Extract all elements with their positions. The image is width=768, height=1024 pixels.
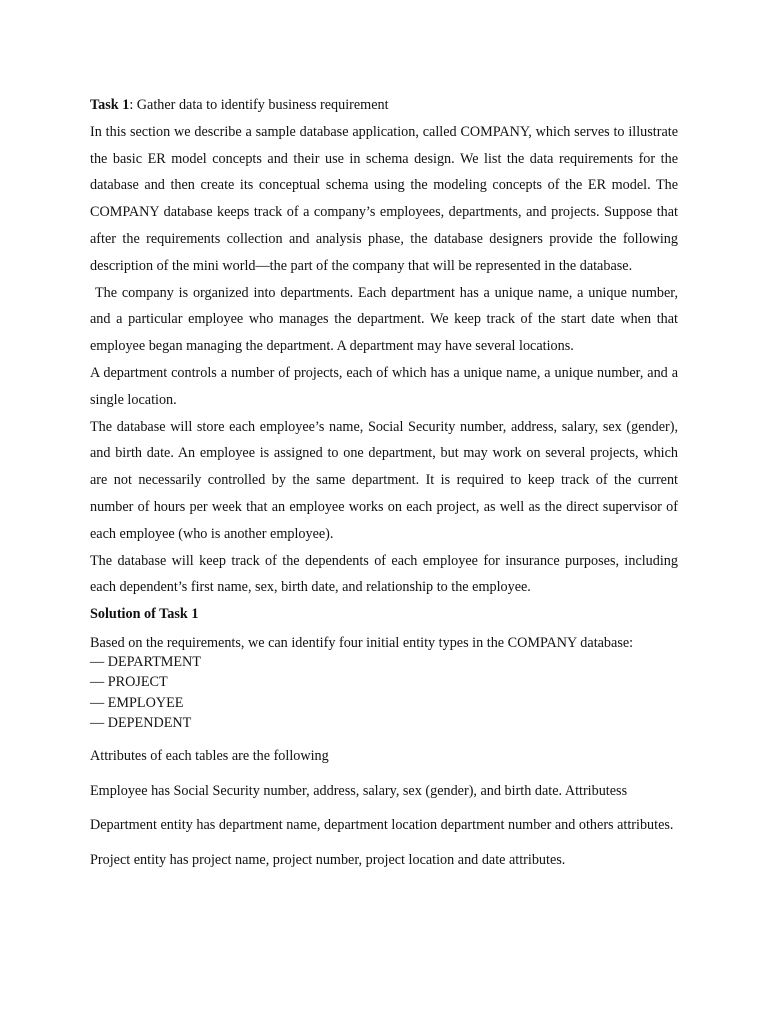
employee-attributes: Employee has Social Security number, address, salary, sex (gender), and birth date. Attributess [90,782,628,799]
projects-paragraph: A department controls a number of projects, each of which has a unique name, a unique number, and a single location. [90,364,678,408]
solution-intro: Based on the requirements, we can identify four initial entity types in the COMPANY database: [90,634,634,651]
document-page [90,92,678,870]
entity-list [90,652,678,734]
employees-paragraph: The database will store each employee’s name, Social Security number, address, salary, sex (gender), and birth date. An employee is assigned to one department, but may work on several projects, which are not necessarily controlled by the same department. It is required to keep track of the current number of hours per week that an employee works on each project, as well as the direct supervisor of each employee (who is another employee). [90,418,678,542]
departments-paragraph: The company is organized into departments. Each department has a unique name, a unique number, and a particular employee who manages the department. We keep track of the start date when that employee began managing the department. A department may have several locations. [90,284,678,355]
task-title [90,92,678,119]
task-label: Task 1 [90,97,130,113]
project-attributes: Project entity has project name, project number, project location and date attributes. [90,851,566,868]
entity-item: — DEPENDENT [90,715,192,732]
task-title-text: : Gather data to identify business requirement [129,97,389,113]
intro-paragraph: In this section we describe a sample database application, called COMPANY, which serves to illustrate the basic ER model concepts and their use in schema design. We list the data requirements for the database and then create its conceptual schema using the modeling concepts of the ER model. The COMPANY database keeps track of a company’s employees, departments, and projects. Suppose that after the requirements collection and analysis phase, the database designers provide the following description of the mini world—the part of the company that will be represented in the database. [90,123,678,274]
entity-item: — PROJECT [90,674,168,691]
department-attributes: Department entity has department name, department location department number and others attributes. [90,817,674,834]
attributes-heading: Attributes of each tables are the following [90,747,329,764]
entity-item: — DEPARTMENT [90,653,201,670]
dependents-paragraph: The database will keep track of the dependents of each employee for insurance purposes, including each dependent’s first name, sex, birth date, and relationship to the employee. [90,552,678,596]
solution-heading: Solution of Task 1 [90,606,199,623]
entity-item: — EMPLOYEE [90,694,184,711]
